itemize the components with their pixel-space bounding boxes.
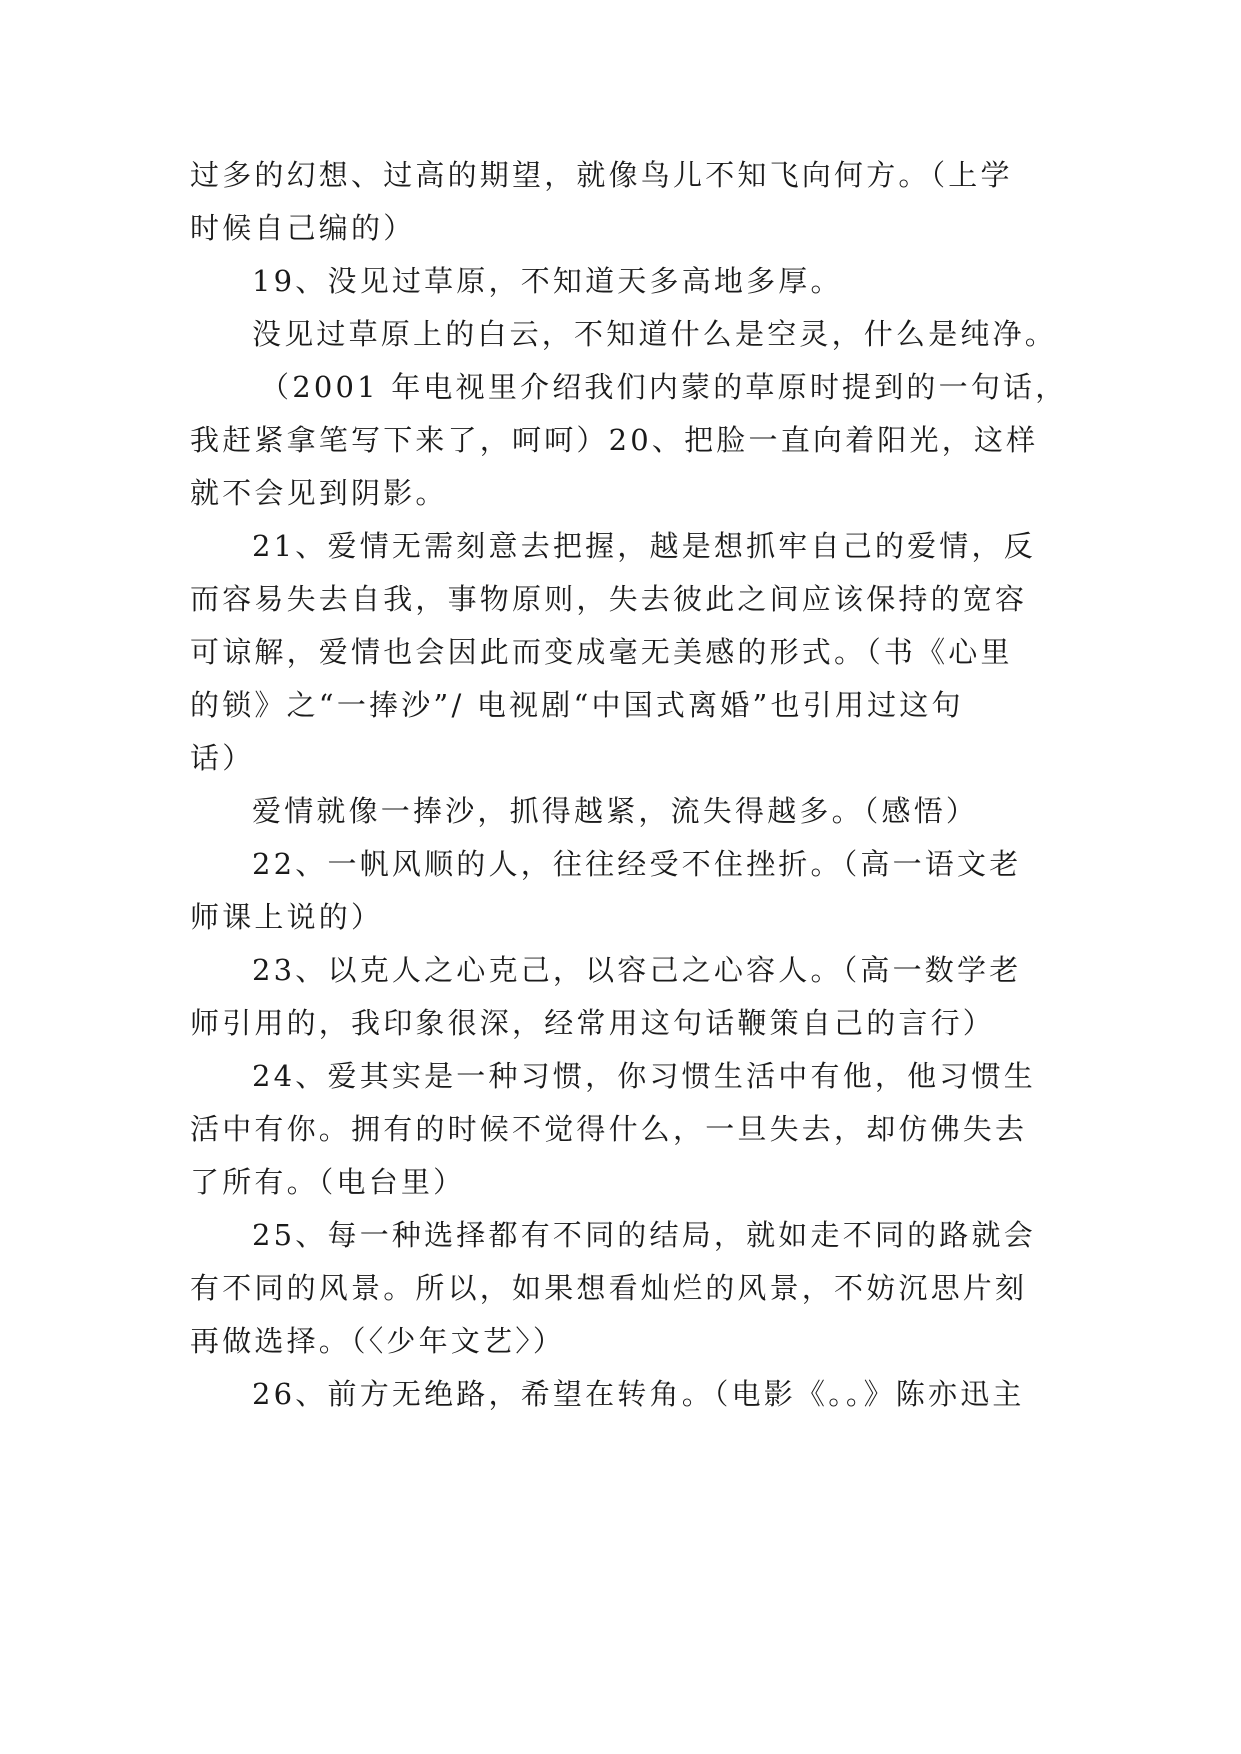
text-line: 话） [190,741,255,775]
text-line: 23、以克人之心克己，以容己之心容人。（高一数学老 [252,953,1022,987]
text-line: 没见过草原上的白云，不知道什么是空灵，什么是纯净。 [252,317,1058,351]
text-line: 了所有。（电台里） [190,1165,466,1199]
text-line: 25、每一种选择都有不同的结局，就如走不同的路就会 [252,1218,1036,1252]
text-line: 再做选择。（〈少年文艺〉） [190,1324,566,1358]
text-line: 的锁》之“一捧沙”/ 电视剧“中国式离婚”也引用过这句 [190,688,964,722]
text-line: 我赶紧拿笔写下来了，呵呵）20、把脸一直向着阳光，这样 [190,423,1039,457]
text-line: 而容易失去自我，事物原则，失去彼此之间应该保持的宽容 [190,582,1028,616]
text-line: 师引用的，我印象很深，经常用这句话鞭策自己的言行） [190,1006,996,1040]
text-line: 26、前方无绝路，希望在转角。（电影《。。》陈亦迅主 [252,1377,1025,1411]
text-line: 就不会见到阴影。 [190,476,448,510]
text-line: （2001 年电视里介绍我们内蒙的草原时提到的一句话， [260,370,1068,404]
text-line: 24、爱其实是一种习惯，你习惯生活中有他，他习惯生 [252,1059,1036,1093]
text-line: 活中有你。拥有的时候不觉得什么，一旦失去，却仿佛失去 [190,1112,1028,1146]
text-line: 过多的幻想、过高的期望，就像鸟儿不知飞向何方。（上学 [190,158,1013,192]
text-line: 有不同的风景。所以，如果想看灿烂的风景，不妨沉思片刻 [190,1271,1028,1305]
text-line: 时候自己编的） [190,211,416,245]
text-line: 师课上说的） [190,900,384,934]
text-line: 21、爱情无需刻意去把握，越是想抓牢自己的爱情，反 [252,529,1036,563]
text-line: 19、没见过草原，不知道天多高地多厚。 [252,264,843,298]
text-line: 22、一帆风顺的人，往往经受不住挫折。（高一语文老 [252,847,1022,881]
text-line: 爱情就像一捧沙，抓得越紧，流失得越多。（感悟） [252,794,979,828]
text-line: 可谅解，爱情也会因此而变成毫无美感的形式。（书《心里 [190,635,1013,669]
